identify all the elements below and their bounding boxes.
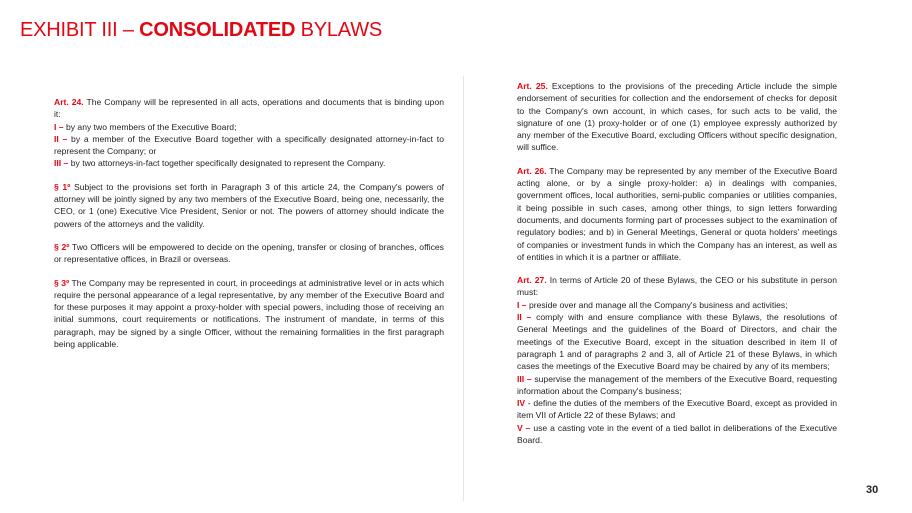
item-number: III – [517,373,532,384]
item-text: supervise the management of the members of the Executive Board, requesting information about the Company's business; [517,373,837,396]
list-item [483,311,837,372]
article-text: The Company may be represented by any member of the Executive Board acting alone, or by a single proxy-holder: a) in dealings with companies, government offices, local authorities, semi-public companies or utilities companies, it being possible in such cases, among other things, to sign letters forwarding documents, and documents forming part of processes subject to the examination of regulatory bodies; and b) in General Meetings, General or quota holders' meetings of companies or investment funds in which the Company has an interest, as well as of entities in which it is a partner or affiliate. [517,165,837,262]
item-number: II – [54,133,68,144]
article-text: Exceptions to the provisions of the preceding Article include the simple endorsement of securities for collection and the endorsement of checks for deposit to the Company's own account, in which cases, for such acts to be valid, the signature of one (1) proxy-holder or of one (1) employee expressly authorized by any member of the Executive Board, excluding Officers without specific designation, will suffice. [517,81,837,153]
article-text: In terms of Article 20 of these Bylaws, the CEO or his substitute in person must: [517,275,837,298]
article-text: The Company will be represented in all acts, operations and documents that is binding upon it: [54,97,445,120]
paragraph-label: § 2º [54,241,70,252]
paragraph-1 [20,181,444,230]
paragraph-label: § 1º [54,181,71,192]
item-text: comply with and ensure compliance with these Bylaws, the resolutions of General Meetings and the guidelines of the Board of Directors, and chair the meetings of the Executive Board, except in the situation described in item II of paragraph 1 and of paragraphs 2 and 3, all of Article 21 of these Bylaws, in which cases the meetings of the Executive Board may be chaired by any of its members; [517,312,837,372]
article-label: Art. 25. [517,81,548,91]
list-item [483,299,837,311]
item-text: by two attorneys-in-fact together specifically designated to represent the Company. [68,158,386,169]
page-title [20,19,382,42]
paragraph-text: The Company may be represented in court, in proceedings at administrative level or in acts which require the personal appearance of a legal representative, by any member of the Executive Board and for these purposes it may appoint a proxy-holder with special powers, including those of receiving an initial summons, court requirements or notifications. The instrument of mandate, in terms of this paragraph, may be signed by a single Officer, without the remaining formalities in the first paragraph being applicable. [54,277,444,350]
item-text: by any two members of the Executive Board; [63,121,237,132]
left-column [20,96,444,350]
item-number: V – [517,422,531,433]
list-item [20,157,444,169]
list-item [20,121,444,133]
title-suffix: BYLAWS [295,19,383,41]
article-26 [483,165,837,263]
paragraph-3 [20,277,444,351]
article-27 [483,274,837,299]
list-item [483,373,837,398]
list-item [483,397,837,422]
item-text: use a casting vote in the event of a tied ballot in deliberations of the Executive Board. [517,422,837,446]
item-number: I – [54,121,64,132]
paragraph-label: § 3º [54,277,70,288]
paragraph-2 [20,241,444,266]
title-bold: CONSOLIDATED [139,19,296,41]
article-label: Art. 24. [54,97,84,107]
article-24 [20,96,444,121]
item-text: preside over and manage all the Company's business and activities; [526,299,788,310]
paragraph-text: Subject to the provisions set forth in Paragraph 3 of this article 24, the Company's powers of attorney will be jointly signed by any two members of the Executive Board, being one, necessarily, the CEO, or 1 (one) Executive Vice President, Senior or not. The powers of attorney should indicate the powers of the attorneys and the validity. [54,181,444,229]
article-label: Art. 26. [517,165,547,176]
item-number: II – [517,312,532,323]
page-number: 30 [866,484,879,496]
item-number: IV [517,398,526,409]
article-25 [483,80,837,154]
list-item [20,133,444,158]
column-divider [463,76,464,501]
article-label: Art. 27. [517,275,547,286]
item-number: I – [517,299,527,310]
item-number: III – [54,158,69,169]
right-column [483,80,837,446]
item-text: by a member of the Executive Board together with a specifically designated attorney-in-fact to represent the Company; or [54,133,444,157]
item-text: - define the duties of the members of the Executive Board, except as provided in item VII of Article 22 of these Bylaws; and [517,398,837,421]
paragraph-text: Two Officers will be empowered to decide on the opening, transfer or closing of branches, offices or representative offices, in Brazil or overseas. [54,241,444,265]
list-item [483,422,837,447]
title-prefix: EXHIBIT III – [20,19,140,41]
